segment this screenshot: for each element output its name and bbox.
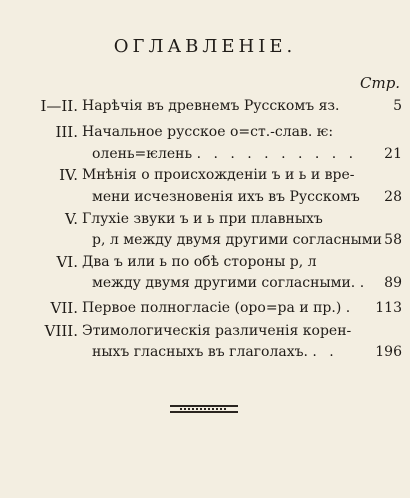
entry-title-continued: между двумя другими согласными. . bbox=[92, 275, 369, 291]
entry-title: Этимологическія различенія корен- bbox=[82, 323, 352, 339]
entry-title: Первое полногласіе (оро=ра и пр.) . bbox=[82, 300, 355, 316]
entry-number: VI. bbox=[56, 253, 78, 271]
leader-dots: . bbox=[345, 300, 355, 316]
toc-entry-4-cont bbox=[0, 229, 410, 251]
entry-page: 28 bbox=[384, 189, 402, 205]
entry-number: V. bbox=[65, 210, 78, 228]
ornament-pattern bbox=[180, 408, 228, 410]
toc-entry-7[interactable] bbox=[0, 320, 410, 342]
entry-number: VIII. bbox=[44, 322, 78, 340]
entry-title-continued: р, л между двумя другими согласными bbox=[92, 232, 383, 248]
entry-page: 58 bbox=[384, 232, 402, 248]
entry-title: Два ъ или ь по обѣ стороны р, л bbox=[82, 254, 317, 270]
leader-dots: . bbox=[359, 275, 369, 291]
toc-entry-3[interactable] bbox=[0, 164, 410, 186]
entry-number: III. bbox=[55, 123, 78, 141]
toc-entry-2-cont bbox=[0, 143, 410, 165]
entry-title: Нарѣчія въ древнемъ Русскомъ яз. bbox=[82, 98, 340, 114]
entry-page: 113 bbox=[375, 300, 402, 316]
entry-number: I—II. bbox=[40, 97, 78, 115]
toc-entry-7-cont bbox=[0, 341, 410, 363]
toc-entry-2[interactable] bbox=[0, 121, 410, 143]
entry-title-continued: мени исчезновенія ихъ въ Русскомъ bbox=[92, 189, 360, 205]
leader-dots: . . bbox=[312, 344, 338, 360]
entry-title-continued: ныхъ гласныхъ въ глаголахъ. . . bbox=[92, 344, 338, 360]
entry-number: VII. bbox=[50, 299, 78, 317]
entry-title-continued: олень=ѥлень . . . . . . . . . . bbox=[92, 146, 358, 162]
toc-entry-6[interactable] bbox=[0, 297, 410, 319]
page-title: ОГЛАВЛЕНІЕ. bbox=[113, 36, 297, 57]
entry-title: Глухіе звуки ъ и ь при плавныхъ bbox=[82, 211, 323, 227]
entry-page: 89 bbox=[384, 275, 402, 291]
entry-title: Мнѣнія о происхожденіи ъ и ь и вре- bbox=[82, 167, 355, 183]
toc-entry-5-cont bbox=[0, 272, 410, 294]
entry-page: 196 bbox=[375, 344, 402, 360]
entry-page: 21 bbox=[384, 146, 402, 162]
leader-dots: . . . . . . . . . . bbox=[196, 146, 358, 162]
entry-page: 5 bbox=[393, 98, 402, 114]
toc-entry-3-cont bbox=[0, 186, 410, 208]
page-column-label: Стр. bbox=[360, 74, 401, 92]
entry-number: IV. bbox=[59, 166, 78, 184]
toc-entry-4[interactable] bbox=[0, 208, 410, 230]
entry-title: Начальное русское о=ст.-слав. ѥ: bbox=[82, 124, 334, 140]
toc-entry-5[interactable] bbox=[0, 251, 410, 273]
toc-entry-1[interactable] bbox=[0, 95, 410, 117]
